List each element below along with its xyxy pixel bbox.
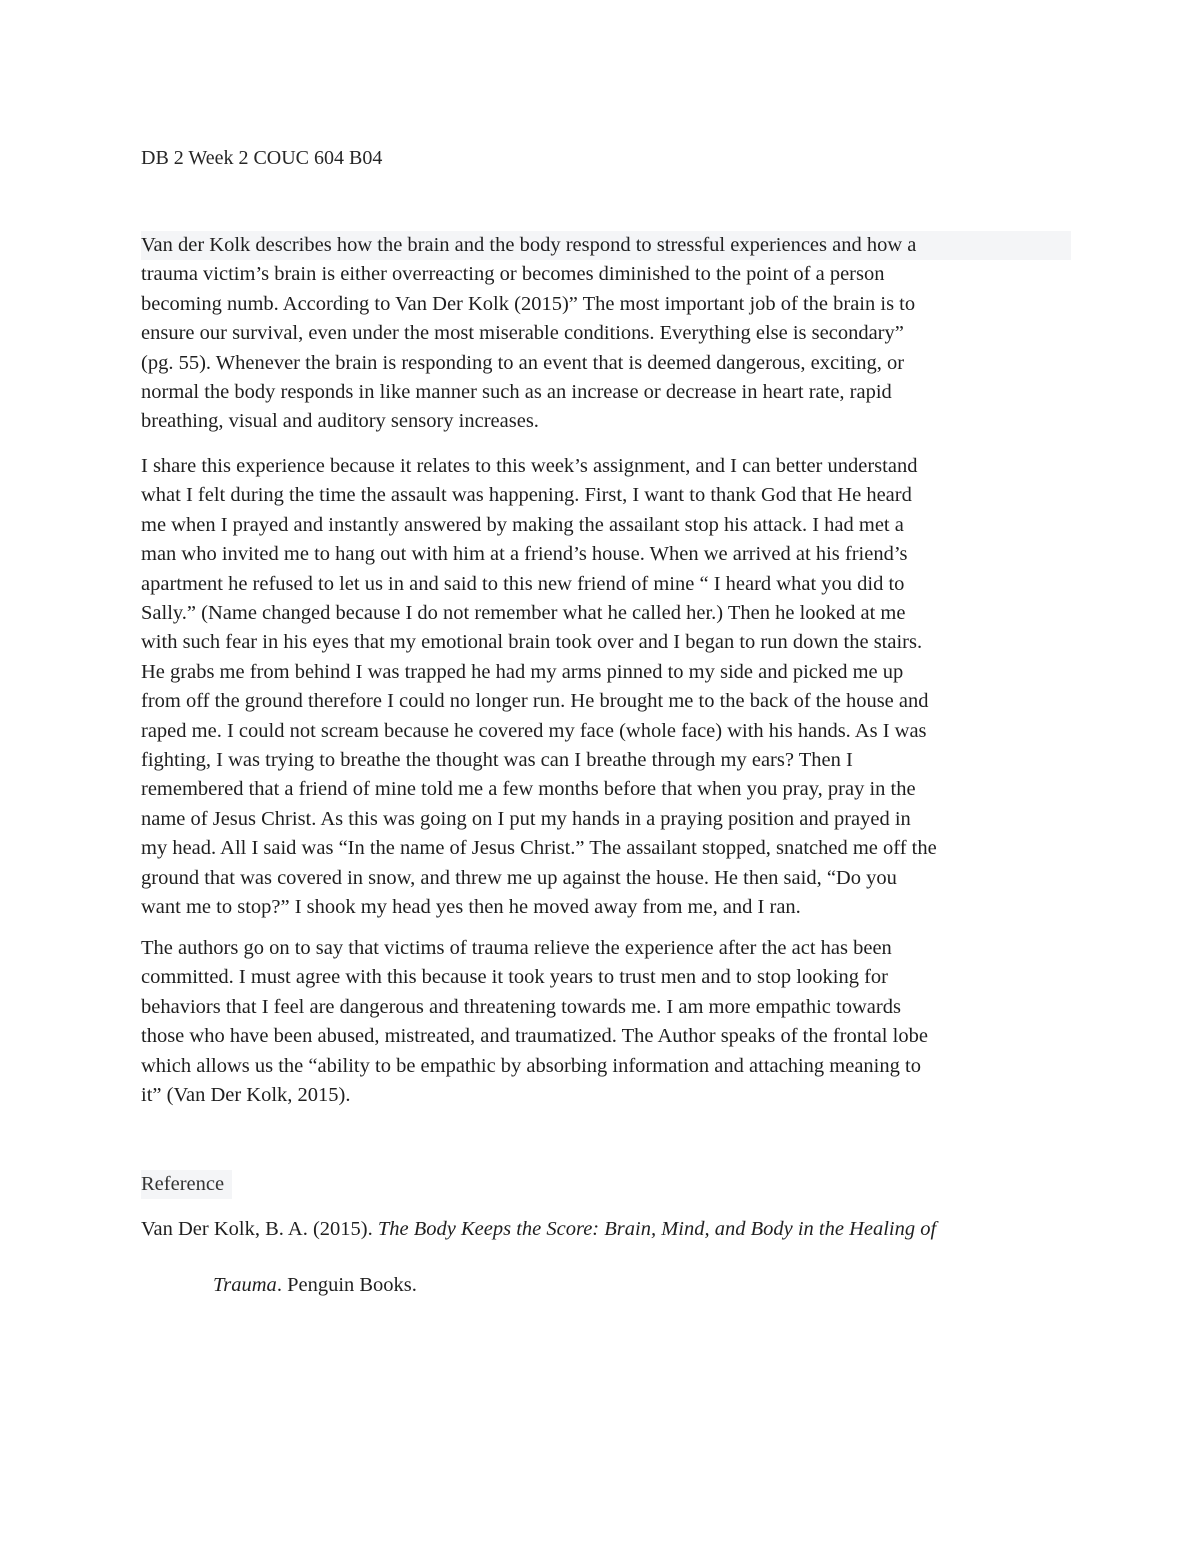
text-line: what I felt during the time the assault was happening. First, I want to thank God that He heard — [141, 484, 912, 507]
reference-heading: Reference — [141, 1170, 232, 1199]
document-title: DB 2 Week 2 COUC 604 B04 — [141, 147, 383, 169]
text-line: name of Jesus Christ. As this was going on I put my hands in a praying position and prayed in — [141, 807, 911, 830]
paragraph-2 — [141, 452, 1071, 923]
text-line: my head. All I said was “In the name of Jesus Christ.” The assailant stopped, snatched me off the — [141, 837, 937, 860]
reference-book-title: The Body Keeps the Score: Brain, Mind, and Body in the Healing of — [377, 1218, 937, 1240]
text-line: breathing, visual and auditory sensory increases. — [141, 410, 539, 433]
text-line: want me to stop?” I shook my head yes then he moved away from me, and I ran. — [141, 896, 801, 919]
text-line: (pg. 55). Whenever the brain is responding to an event that is deemed dangerous, exciting, or — [141, 351, 905, 374]
text-line: from off the ground therefore I could no longer run. He brought me to the back of the house and — [141, 690, 929, 713]
paragraph-1 — [141, 231, 1071, 437]
text-line: me when I prayed and instantly answered by making the assailant stop his attack. I had met a — [141, 513, 904, 536]
text-line: it” (Van Der Kolk, 2015). — [141, 1084, 351, 1107]
reference-book-title-end: Trauma — [213, 1274, 277, 1296]
text-line: normal the body responds in like manner such as an increase or decrease in heart rate, rapid — [141, 381, 892, 404]
text-line: ground that was covered in snow, and threw me up against the house. He then said, “Do you — [141, 866, 897, 889]
text-line: fighting, I was trying to breathe the thought was can I breathe through my ears? Then I — [141, 749, 853, 772]
text-line: He grabs me from behind I was trapped he had my arms pinned to my side and picked me up — [141, 660, 904, 683]
text-line: those who have been abused, mistreated, and traumatized. The Author speaks of the frontal lobe — [141, 1025, 928, 1048]
text-line: The authors go on to say that victims of trauma relieve the experience after the act has been — [141, 937, 892, 959]
text-line: ensure our survival, even under the most miserable conditions. Everything else is secondary” — [141, 322, 904, 345]
text-line: remembered that a friend of mine told me a few months before that when you pray, pray in the — [141, 778, 916, 801]
text-line: becoming numb. According to Van Der Kolk (2015)” The most important job of the brain is to — [141, 292, 916, 315]
text-line: with such fear in his eyes that my emotional brain took over and I began to run down the stairs. — [141, 631, 923, 654]
text-line: behaviors that I feel are dangerous and threatening towards me. I am more empathic towards — [141, 995, 901, 1018]
reference-entry — [141, 1215, 936, 1244]
text-line: committed. I must agree with this because it took years to trust men and to stop looking for — [141, 966, 888, 989]
text-line: Van der Kolk describes how the brain and the body respond to stressful experiences and how a — [141, 231, 1071, 260]
text-line: apartment he refused to let us in and said to this new friend of mine “ I heard what you did to — [141, 572, 905, 595]
text-line: I share this experience because it relates to this week’s assignment, and I can better understand — [141, 455, 918, 477]
reference-author-year: Van Der Kolk, B. A. (2015). — [141, 1218, 378, 1240]
text-line: which allows us the “ability to be empathic by absorbing information and attaching meaning to — [141, 1054, 921, 1077]
paragraph-3 — [141, 934, 1071, 1110]
text-line: raped me. I could not scream because he covered my face (whole face) with his hands. As I was — [141, 719, 927, 742]
reference-entry-continuation — [213, 1271, 417, 1300]
text-line: Sally.” (Name changed because I do not remember what he called her.) Then he looked at me — [141, 602, 906, 625]
text-line: man who invited me to hang out with him at a friend’s house. When we arrived at his friend’s — [141, 543, 908, 566]
text-line: trauma victim’s brain is either overreacting or becomes diminished to the point of a person — [141, 263, 885, 286]
reference-publisher: . Penguin Books. — [276, 1274, 417, 1296]
